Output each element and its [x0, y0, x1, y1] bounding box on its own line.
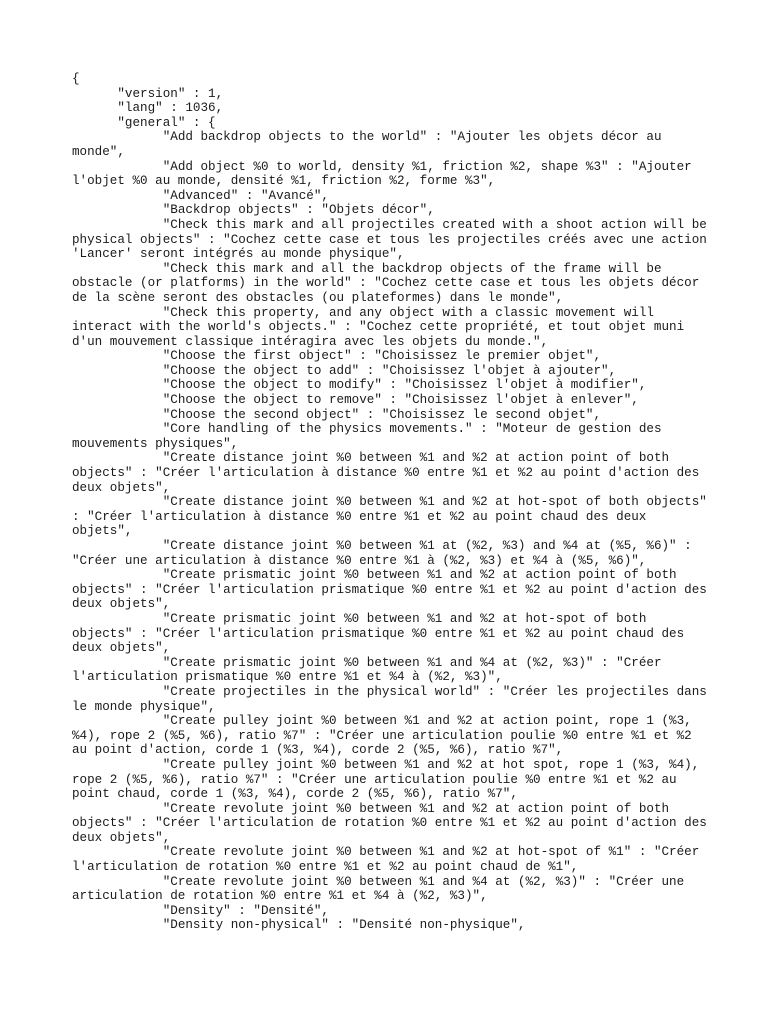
code-line: "Create pulley joint %0 between %1 and %2 at hot spot, rope 1 (%3, %4), rope 2 (%5, %6), ratio %7" : "Créer une articulation poulie %0 entre %1 et %2 au point chaud, corde 1 (%3, %4), corde 2 (%5, %6), ratio %7", [72, 757, 707, 802]
code-line: "Choose the object to remove" : "Choisissez l'objet à enlever", [72, 393, 639, 408]
code-line: "Choose the second object" : "Choisissez le second objet", [72, 407, 602, 422]
code-line: "Add backdrop objects to the world" : "Ajouter les objets décor au monde", [72, 130, 670, 159]
code-line: "Create distance joint %0 between %1 and %2 at hot-spot of both objects" : "Créer l'articulation à distance %0 entre %1 et %2 au point chaud des deux objets", [72, 495, 715, 539]
code-line: "Add object %0 to world, density %1, friction %2, shape %3" : "Ajouter l'objet %0 au monde, densité %1, friction %2, forme %3", [72, 159, 700, 189]
code-line: "Density non-physical" : "Densité non-physique", [72, 918, 526, 933]
code-line: "Create pulley joint %0 between %1 and %2 at action point, rope 1 (%3, %4), rope 2 (%5, %6), ratio %7" : "Créer une articulation poulie %0 entre %1 et %2 au point d'action, corde 1 (%3, %4), corde 2 (%5, %6), ratio %7", [72, 714, 700, 758]
code-line: "Create distance joint %0 between %1 at (%2, %3) and %4 at (%5, %6)" : "Créer une articulation à distance %0 entre %1 à (%2, %3) et %4 à (%5, %6)", [72, 539, 700, 568]
code-line: "Check this mark and all the backdrop objects of the frame will be obstacle (or platforms) in the world" : "Cochez cette case et tous les objets décor de la scène seront des obstacles (ou plateformes) dans le monde", [72, 261, 707, 305]
code-line: "Backdrop objects" : "Objets décor", [72, 203, 435, 218]
code-line: "Create prismatic joint %0 between %1 and %2 at hot-spot of both objects" : "Créer l'articulation prismatique %0 entre %1 et %2 au point chaud des deux objets", [72, 611, 692, 656]
code-line: "general" : { [72, 115, 216, 130]
document-page [72, 72, 715, 933]
code-line: "Choose the object to add" : "Choisissez l'objet à ajouter", [72, 363, 617, 378]
code-line: "Create revolute joint %0 between %1 and %2 at action point of both objects" : "Créer l'articulation de rotation %0 entre %1 et %2 au point d'action des deux objets", [72, 801, 715, 845]
code-line: "Check this mark and all projectiles created with a shoot action will be physical objects" : "Cochez cette case et tous les projectiles créés avec une action 'Lancer' seront intégrés au monde physique", [72, 217, 715, 262]
code-line: "Create prismatic joint %0 between %1 and %4 at (%2, %3)" : "Créer l'articulation prismatique %0 entre %1 et %4 à (%2, %3)", [72, 655, 670, 685]
code-line: { [72, 72, 80, 86]
code-line: "Create projectiles in the physical world" : "Créer les projectiles dans le monde physique", [72, 684, 715, 714]
code-line: "Choose the first object" : "Choisissez le premier objet", [72, 349, 602, 364]
code-line: "lang" : 1036, [72, 101, 224, 116]
code-line: "Core handling of the physics movements." : "Moteur de gestion des mouvements physiques", [72, 422, 670, 451]
code-line: "Check this property, and any object with a classic movement will interact with the world's objects." : "Cochez cette propriété, et tout objet muni d'un mouvement classique intéragira avec les objets du monde.", [72, 305, 692, 349]
code-line: "version" : 1, [72, 86, 224, 101]
code-line: "Density" : "Densité", [72, 903, 329, 918]
code-line: "Create prismatic joint %0 between %1 and %2 at action point of both objects" : "Créer l'articulation prismatique %0 entre %1 et %2 au point d'action des deux objets", [72, 568, 715, 612]
code-line: "Choose the object to modify" : "Choisissez l'objet à modifier", [72, 378, 647, 393]
code-line: "Advanced" : "Avancé", [72, 188, 329, 203]
code-line: "Create distance joint %0 between %1 and %2 at action point of both objects" : "Créer l'articulation à distance %0 entre %1 et %2 au point d'action des deux objets", [72, 451, 707, 495]
code-line: "Create revolute joint %0 between %1 and %4 at (%2, %3)" : "Créer une articulation de rotation %0 entre %1 et %4 à (%2, %3)", [72, 874, 692, 904]
code-line: "Create revolute joint %0 between %1 and %2 at hot-spot of %1" : "Créer l'articulation de rotation %0 entre %1 et %2 au point chaud de %1", [72, 845, 707, 875]
